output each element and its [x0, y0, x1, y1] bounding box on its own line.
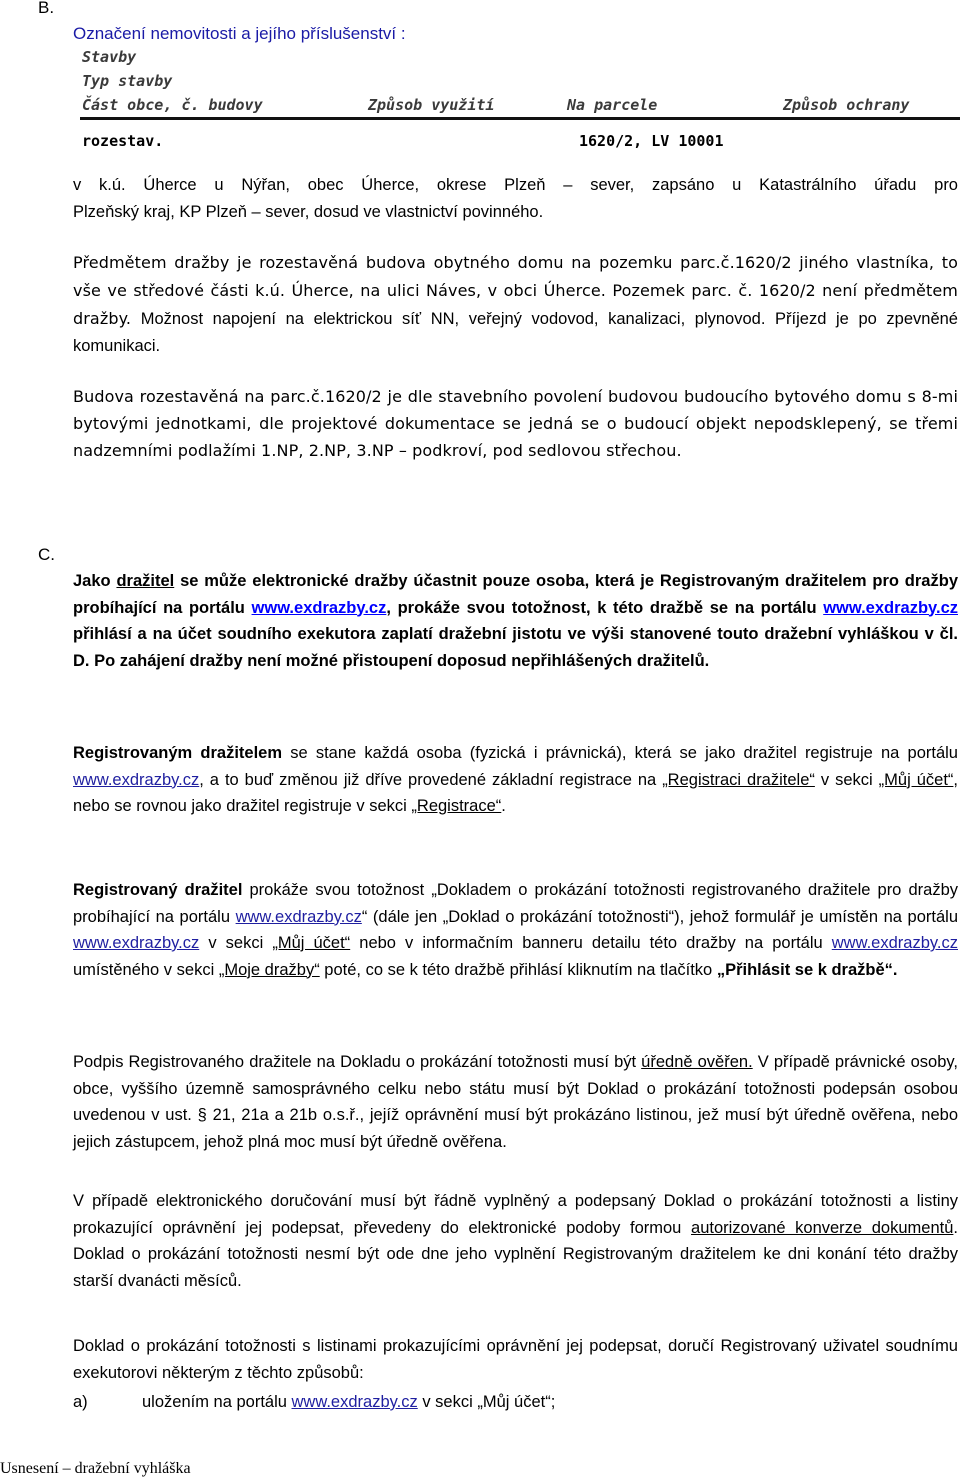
c1-text: se může elektronické dražby účastnit pouze osoba, která je Registrovaným dražitelem pro dražby probíhající na portálu: [73, 572, 958, 617]
registered-bidder-term: Registrovaný dražitel: [73, 881, 243, 899]
muj-ucet-quote: „Můj účet“: [878, 770, 954, 789]
delivery-item-a: [73, 1393, 953, 1412]
c3-text: prokáže svou totožnost „Dokladem o prokázání totožnosti registrovaného dražitele pro dražby probíhající na portálu: [73, 881, 958, 926]
building-paragraph: [73, 383, 958, 464]
c3-text: umístěného v sekci: [73, 960, 219, 979]
building-text-a: Budova rozestavěná na parc.č.: [73, 387, 325, 406]
c-bidder-paragraph: [73, 568, 958, 674]
prihlasit-se-button-label: „Přihlásit se k dražbě“.: [716, 960, 898, 979]
c-signature-paragraph: [73, 1049, 958, 1155]
item-a-text: ;: [550, 1393, 556, 1411]
scan-col-na-parcele: Na parcele: [567, 96, 658, 114]
authorized-conversion-term: autorizované konverze dokumentů: [691, 1218, 954, 1237]
item-a-text: v sekci: [417, 1393, 478, 1411]
c1-text: Jako: [73, 572, 117, 590]
item-a-text: uložením na portálu: [142, 1393, 292, 1411]
c5-text: V případě elektronického doručování musí být řádně vyplněný a podepsaný Doklad o prokázání totožnosti a listiny prokazující oprávnění jej podepsat, převedeny do elektronické podoby formou: [73, 1192, 958, 1237]
c3-text: nebo v informačním banneru detailu této dražby na portálu: [350, 934, 832, 952]
building-text-b: 1620/2 je dle stavebního povolení budovou budoucího bytového domu s 8-mi bytovými jednotkami, dle projektové dokumentace se jedná se o budoucí objekt nepodsklepený, se třemi nadzemními podlažími 1.NP, 2.NP, 3.NP – podkroví, pod sedlovou střechou.: [73, 387, 958, 460]
registered-bidder-term: Registrovaným dražitelem: [73, 744, 283, 762]
c-registered-paragraph: [73, 740, 958, 820]
scan-stavby: Stavby: [82, 48, 137, 66]
muj-ucet-quote: „Můj účet“: [272, 934, 351, 952]
exdrazby-link[interactable]: www.exdrazby.cz: [73, 770, 200, 789]
exdrazby-link[interactable]: www.exdrazby.cz: [73, 934, 200, 952]
scan-typ-stavby: Typ stavby: [82, 72, 173, 90]
c2-text: se stane každá osoba (fyzická i právnická), která se jako dražitel registruje na portálu: [282, 744, 958, 762]
exdrazby-link[interactable]: www.exdrazby.cz: [291, 1393, 418, 1411]
c2-text: .: [501, 797, 506, 815]
subject-paragraph: [73, 249, 958, 360]
c5-text: . Doklad o prokázání totožnosti nesmí být ode dne jeho vyplnění Registrovaným dražitelem ke dni konání této dražby starší dvanácti měsíců.: [73, 1218, 958, 1290]
c6-text: Doklad o prokázání totožnosti s listinami prokazujícími oprávnění jej podepsat, doručí Registrovaný uživatel soudnímu exekutorovi některým z těchto způsobů:: [73, 1337, 958, 1382]
page-heading: Označení nemovitosti a jejího příslušenství :: [73, 24, 406, 43]
c4-text: V případě právnické osoby, obce, vyššího územně samosprávného celku nebo státu musí být Doklad o prokázání totožnosti podepsán osobou uvedenou v ust. § 21, 21a a 21b o.s.ř., jejíž oprávnění musí být prokázáno listinou, jež musí být úředně ověřena, nebo jejich zástupcem, jehož plná moc musí být úředně ověřena.: [73, 1053, 958, 1151]
exdrazby-link[interactable]: www.exdrazby.cz: [235, 907, 362, 926]
exdrazby-link[interactable]: www.exdrazby.cz: [823, 598, 958, 617]
moje-drazby-quote: „Moje dražby“: [218, 960, 320, 979]
c4-text: Podpis Registrovaného dražitele na Dokladu o prokázání totožnosti musí být: [73, 1053, 642, 1071]
location-paragraph: [73, 172, 958, 226]
scan-col-zpusob-ochrany: Způsob ochrany: [783, 96, 910, 114]
page-footer: Usnesení – dražební vyhláška: [0, 1460, 191, 1477]
exdrazby-link[interactable]: www.exdrazby.cz: [251, 598, 387, 617]
c3-text: poté, co se k této dražbě přihlásí kliknutím na tlačítko: [319, 960, 717, 979]
c1-text: , prokáže svou totožnost, k této dražbě se na portálu: [386, 598, 824, 617]
c2-text: , nebo se rovnou jako dražitel registruje v sekci: [73, 770, 958, 815]
scan-value-parcela: 1620/2, LV 10001: [579, 132, 724, 150]
item-a-label: a): [73, 1393, 88, 1411]
location-line-1: v k.ú. Úherce u Nýřan, obec Úherce, okrese Plzeň – sever, zapsáno u Katastrálního úřadu pro: [73, 176, 958, 194]
section-c-label: C.: [38, 545, 55, 564]
scan-col-cast-obce: Část obce, č. budovy: [82, 96, 263, 114]
scan-col-zpusob-vyuziti: Způsob využití: [368, 96, 495, 114]
muj-ucet-quote: „Můj účet“: [477, 1393, 551, 1411]
scan-value-rozestav: rozestav.: [82, 132, 164, 150]
c3-text: “ (dále jen „Doklad o prokázání totožnosti“), jehož formulář je umístěn na portálu: [361, 907, 958, 926]
registrace-quote: „Registrace“: [411, 797, 502, 815]
subject-text: Předmětem dražby je rozestavěná budova obytného domu na pozemku parc.č.1620/2 jiného vlastníka, to vše ve středové části k.ú. Úherce, na ulici Náves, v obci Úherce. Pozemek parc. č. 1620/2 není předmětem dražby.: [73, 253, 958, 328]
c1-text: přihlásí a na účet soudního exekutora zaplatí dražební jistotu ve výši stanovené touto dražební vyhláškou v čl. D. Po zahájení dražby není možné přistoupení doposud nepřihlášených dražitelů.: [73, 625, 958, 670]
registrace-drazitele-quote: „Registraci dražitele“: [662, 770, 815, 789]
bidder-term: dražitel: [116, 572, 175, 590]
c-electronic-paragraph: [73, 1188, 958, 1294]
subject-connections: Možnost napojení na elektrickou síť NN, veřejný vodovod, kanalizaci, plynovod. Příjezd je po zpevněné komunikaci.: [73, 310, 958, 355]
section-b-label: B.: [38, 0, 55, 17]
c2-text: , a to buď změnou již dříve provedené základní registrace na: [199, 770, 663, 789]
c3-text: v sekci: [199, 934, 273, 952]
cadastre-scan-excerpt: [80, 44, 960, 154]
c2-text: v sekci: [814, 770, 879, 789]
scan-divider: [80, 117, 960, 120]
location-line-2: Plzeňský kraj, KP Plzeň – sever, dosud ve vlastnictví povinného.: [73, 203, 544, 221]
exdrazby-link[interactable]: www.exdrazby.cz: [831, 934, 958, 952]
c-delivery-paragraph: [73, 1333, 958, 1386]
officially-verified-term: úředně ověřen.: [641, 1053, 753, 1071]
c-identity-paragraph: [73, 877, 958, 983]
